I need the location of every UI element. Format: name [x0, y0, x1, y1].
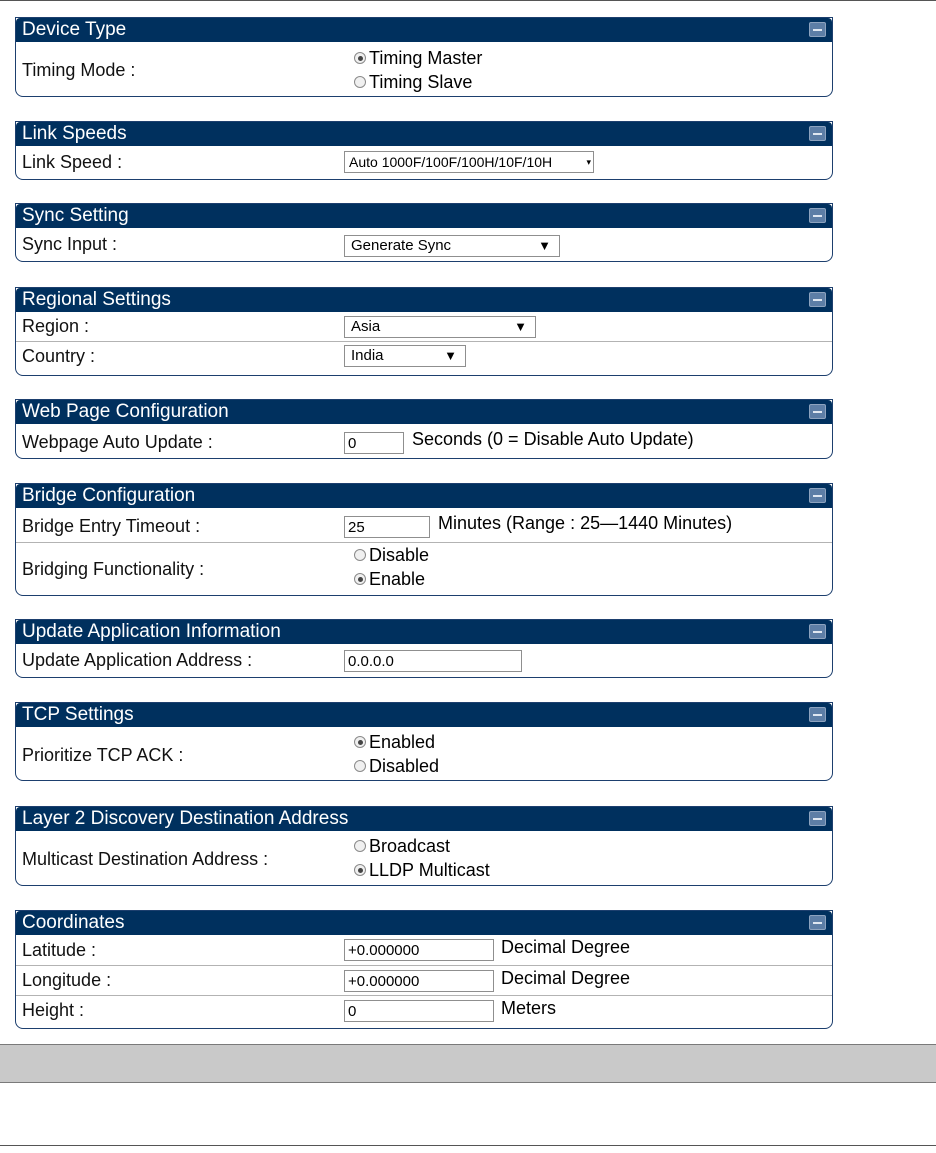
region-select[interactable]: Asia ▼	[344, 316, 536, 338]
entry-timeout-row	[16, 508, 832, 542]
update-address-input[interactable]: 0.0.0.0	[344, 650, 522, 672]
panel-header	[16, 911, 832, 935]
link-speed-row	[16, 146, 832, 179]
timing-mode-radios	[354, 46, 482, 94]
bridging-enable-option[interactable]: Enable	[354, 567, 429, 591]
timing-master-option[interactable]: Timing Master	[354, 46, 482, 70]
footer-bar	[0, 1044, 936, 1083]
collapse-icon[interactable]	[809, 404, 826, 419]
longitude-unit: Decimal Degree	[501, 968, 631, 988]
collapse-icon[interactable]	[809, 488, 826, 503]
region-row	[16, 312, 832, 341]
panel-title: Bridge Configuration	[22, 485, 196, 506]
timing-mode-row	[16, 42, 832, 96]
collapse-icon[interactable]	[809, 208, 826, 223]
height-unit: Meters	[501, 998, 557, 1018]
panel-title: Web Page Configuration	[22, 401, 229, 422]
radio-selected-icon[interactable]	[354, 864, 366, 876]
auto-update-unit: Seconds (0 = Disable Auto Update)	[412, 429, 694, 449]
radio-selected-icon[interactable]	[354, 736, 366, 748]
panel-title: Update Application Information	[22, 621, 281, 642]
timing-mode-label: Timing Mode :	[22, 60, 136, 80]
sync-input-row	[16, 228, 832, 261]
panel-header	[16, 400, 832, 424]
panel-header	[16, 18, 832, 42]
collapse-icon[interactable]	[809, 22, 826, 37]
bottom-rule	[0, 1145, 936, 1146]
panel-header	[16, 703, 832, 727]
latitude-label: Latitude :	[22, 940, 97, 960]
height-label: Height :	[22, 1000, 85, 1020]
country-row	[16, 341, 832, 374]
region-label: Region :	[22, 316, 90, 336]
radio-icon[interactable]	[354, 76, 366, 88]
country-label: Country :	[22, 346, 96, 366]
bridging-disable-option[interactable]: Disable	[354, 543, 429, 567]
multicast-row	[16, 831, 832, 885]
height-row	[16, 995, 832, 1028]
prioritize-tcp-label: Prioritize TCP ACK :	[22, 745, 184, 765]
radio-icon[interactable]	[354, 760, 366, 772]
collapse-icon[interactable]	[809, 707, 826, 722]
multicast-label: Multicast Destination Address :	[22, 849, 269, 869]
panel-header	[16, 807, 832, 831]
panel-title: Sync Setting	[22, 205, 129, 226]
panel-title: Layer 2 Discovery Destination Address	[22, 808, 349, 829]
chevron-down-icon: ▼	[514, 319, 527, 334]
bridging-functionality-radios	[354, 543, 429, 591]
prioritize-tcp-radios	[354, 730, 439, 778]
multicast-radios	[354, 834, 490, 882]
auto-update-row	[16, 424, 832, 458]
coordinates-panel	[15, 910, 833, 1029]
panel-header	[16, 620, 832, 644]
collapse-icon[interactable]	[809, 292, 826, 307]
regional-settings-panel	[15, 287, 833, 376]
latitude-unit: Decimal Degree	[501, 937, 631, 957]
panel-header	[16, 484, 832, 508]
collapse-icon[interactable]	[809, 624, 826, 639]
entry-timeout-input[interactable]: 25	[344, 516, 430, 538]
height-input[interactable]: 0	[344, 1000, 494, 1022]
bridging-functionality-row	[16, 542, 832, 594]
collapse-icon[interactable]	[809, 126, 826, 141]
country-select[interactable]: India ▼	[344, 345, 466, 367]
lldp-multicast-option[interactable]: LLDP Multicast	[354, 858, 490, 882]
longitude-label: Longitude :	[22, 970, 112, 990]
radio-selected-icon[interactable]	[354, 52, 366, 64]
layer2-discovery-panel	[15, 806, 833, 886]
radio-icon[interactable]	[354, 549, 366, 561]
entry-timeout-label: Bridge Entry Timeout :	[22, 516, 201, 536]
panel-header	[16, 122, 832, 146]
panel-title: Link Speeds	[22, 123, 127, 144]
latitude-input[interactable]: +0.000000	[344, 939, 494, 961]
bridge-config-panel	[15, 483, 833, 596]
collapse-icon[interactable]	[809, 915, 826, 930]
link-speed-select[interactable]: Auto 1000F/100F/100H/10F/10H ▾	[344, 151, 594, 173]
tcp-settings-panel	[15, 702, 833, 781]
bridging-functionality-label: Bridging Functionality :	[22, 559, 205, 579]
web-page-config-panel	[15, 399, 833, 459]
panel-title: Device Type	[22, 19, 127, 40]
tcp-disabled-option[interactable]: Disabled	[354, 754, 439, 778]
auto-update-input[interactable]: 0	[344, 432, 404, 454]
entry-timeout-unit: Minutes (Range : 25—1440 Minutes)	[438, 513, 733, 533]
panel-header	[16, 204, 832, 228]
longitude-input[interactable]: +0.000000	[344, 970, 494, 992]
auto-update-label: Webpage Auto Update :	[22, 432, 213, 452]
chevron-down-icon: ▾	[586, 157, 591, 167]
sync-setting-panel	[15, 203, 833, 262]
update-app-info-panel	[15, 619, 833, 678]
latitude-row	[16, 935, 832, 965]
collapse-icon[interactable]	[809, 811, 826, 826]
sync-input-label: Sync Input :	[22, 234, 118, 254]
timing-slave-option[interactable]: Timing Slave	[354, 70, 482, 94]
update-address-row	[16, 644, 832, 677]
radio-selected-icon[interactable]	[354, 573, 366, 585]
top-rule	[0, 0, 936, 1]
broadcast-option[interactable]: Broadcast	[354, 834, 490, 858]
panel-title: TCP Settings	[22, 704, 134, 725]
panel-title: Coordinates	[22, 912, 125, 933]
prioritize-tcp-row	[16, 727, 832, 780]
device-type-panel	[15, 17, 833, 97]
update-address-label: Update Application Address :	[22, 650, 253, 670]
radio-icon[interactable]	[354, 840, 366, 852]
tcp-enabled-option[interactable]: Enabled	[354, 730, 439, 754]
chevron-down-icon: ▼	[538, 238, 551, 253]
sync-input-select[interactable]: Generate Sync ▼	[344, 235, 560, 257]
link-speeds-panel	[15, 121, 833, 180]
panel-title: Regional Settings	[22, 289, 171, 310]
panel-header	[16, 288, 832, 312]
link-speed-label: Link Speed :	[22, 152, 123, 172]
chevron-down-icon: ▼	[444, 348, 457, 363]
longitude-row	[16, 965, 832, 995]
